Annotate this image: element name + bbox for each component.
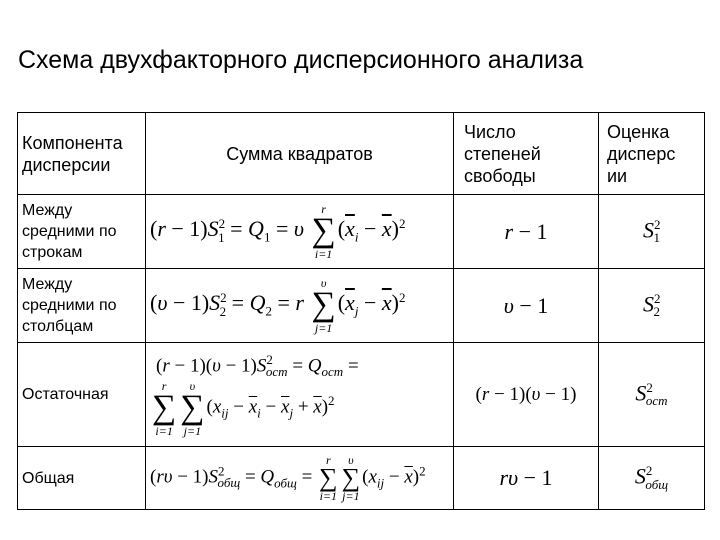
- header-component: Компонента дисперсии: [18, 113, 146, 195]
- sum-symbol: υ ∑ j=1: [311, 276, 336, 335]
- table-row-residual: [18, 343, 705, 447]
- anova-table: [17, 112, 705, 510]
- header-df: Число степеней свободы: [454, 113, 599, 195]
- sum-symbol: r ∑ i=1: [319, 452, 338, 504]
- row-label-rows: Между средними по строкам: [18, 195, 146, 269]
- header-row: [18, 113, 705, 195]
- df-residual: (r − 1)(υ − 1): [454, 343, 599, 447]
- slide-title: Схема двухфакторного дисперсионного анализа: [18, 46, 584, 74]
- table-row-rows: [18, 195, 705, 269]
- sum-symbol: υ ∑ j=1: [180, 379, 205, 438]
- estimate-rows: $S^2_1$: [599, 195, 705, 269]
- formula-ss-columns: $(\upsilon - 1)S^2_2 = Q_2 = r$ υ ∑ j=1 $(\overline{x}_j - \overline{x})^2$: [146, 269, 454, 343]
- formula-ss-rows: $(r - 1)S^2_1 = Q_1 = \upsilon$ r ∑ i=1 $(\overline{x}_i - \overline{x})^2$: [146, 195, 454, 269]
- estimate-total: $S^2_{общ}$: [599, 447, 705, 510]
- table-row-columns: [18, 269, 705, 343]
- row-label-total: Общая: [18, 447, 146, 510]
- sum-symbol: υ ∑ j=1: [341, 452, 361, 504]
- sum-symbol: r ∑ i=1: [152, 379, 177, 438]
- sum-symbol: r ∑ i=1: [311, 202, 336, 261]
- header-sum-squares: Сумма квадратов: [146, 113, 454, 195]
- df-rows: r − 1: [454, 195, 599, 269]
- formula-ss-total: $(r\upsilon - 1)S^2_{общ} = Q_{общ}$ = r ∑ i=1 υ ∑ j=1 $(x_{ij} - \overline{x})^2$: [146, 447, 454, 510]
- row-label-residual: Остаточная: [18, 343, 146, 447]
- header-estimate: Оценка дисперс ии: [599, 113, 705, 195]
- estimate-residual: $S^2_{ост}$: [599, 343, 705, 447]
- estimate-columns: $S^2_2$: [599, 269, 705, 343]
- table-row-total: [18, 447, 705, 510]
- df-columns: υ − 1: [454, 269, 599, 343]
- df-total: rυ − 1: [454, 447, 599, 510]
- row-label-columns: Между средними по столбцам: [18, 269, 146, 343]
- formula-ss-residual: $(r - 1)(\upsilon - 1)S^2_{ост} = Q_{ост}$ = r ∑ i=1 υ ∑ j=1 $(x_{ij} - \overline{x}_i - \overline{x}_j + \overline{x})^2$: [146, 343, 454, 447]
